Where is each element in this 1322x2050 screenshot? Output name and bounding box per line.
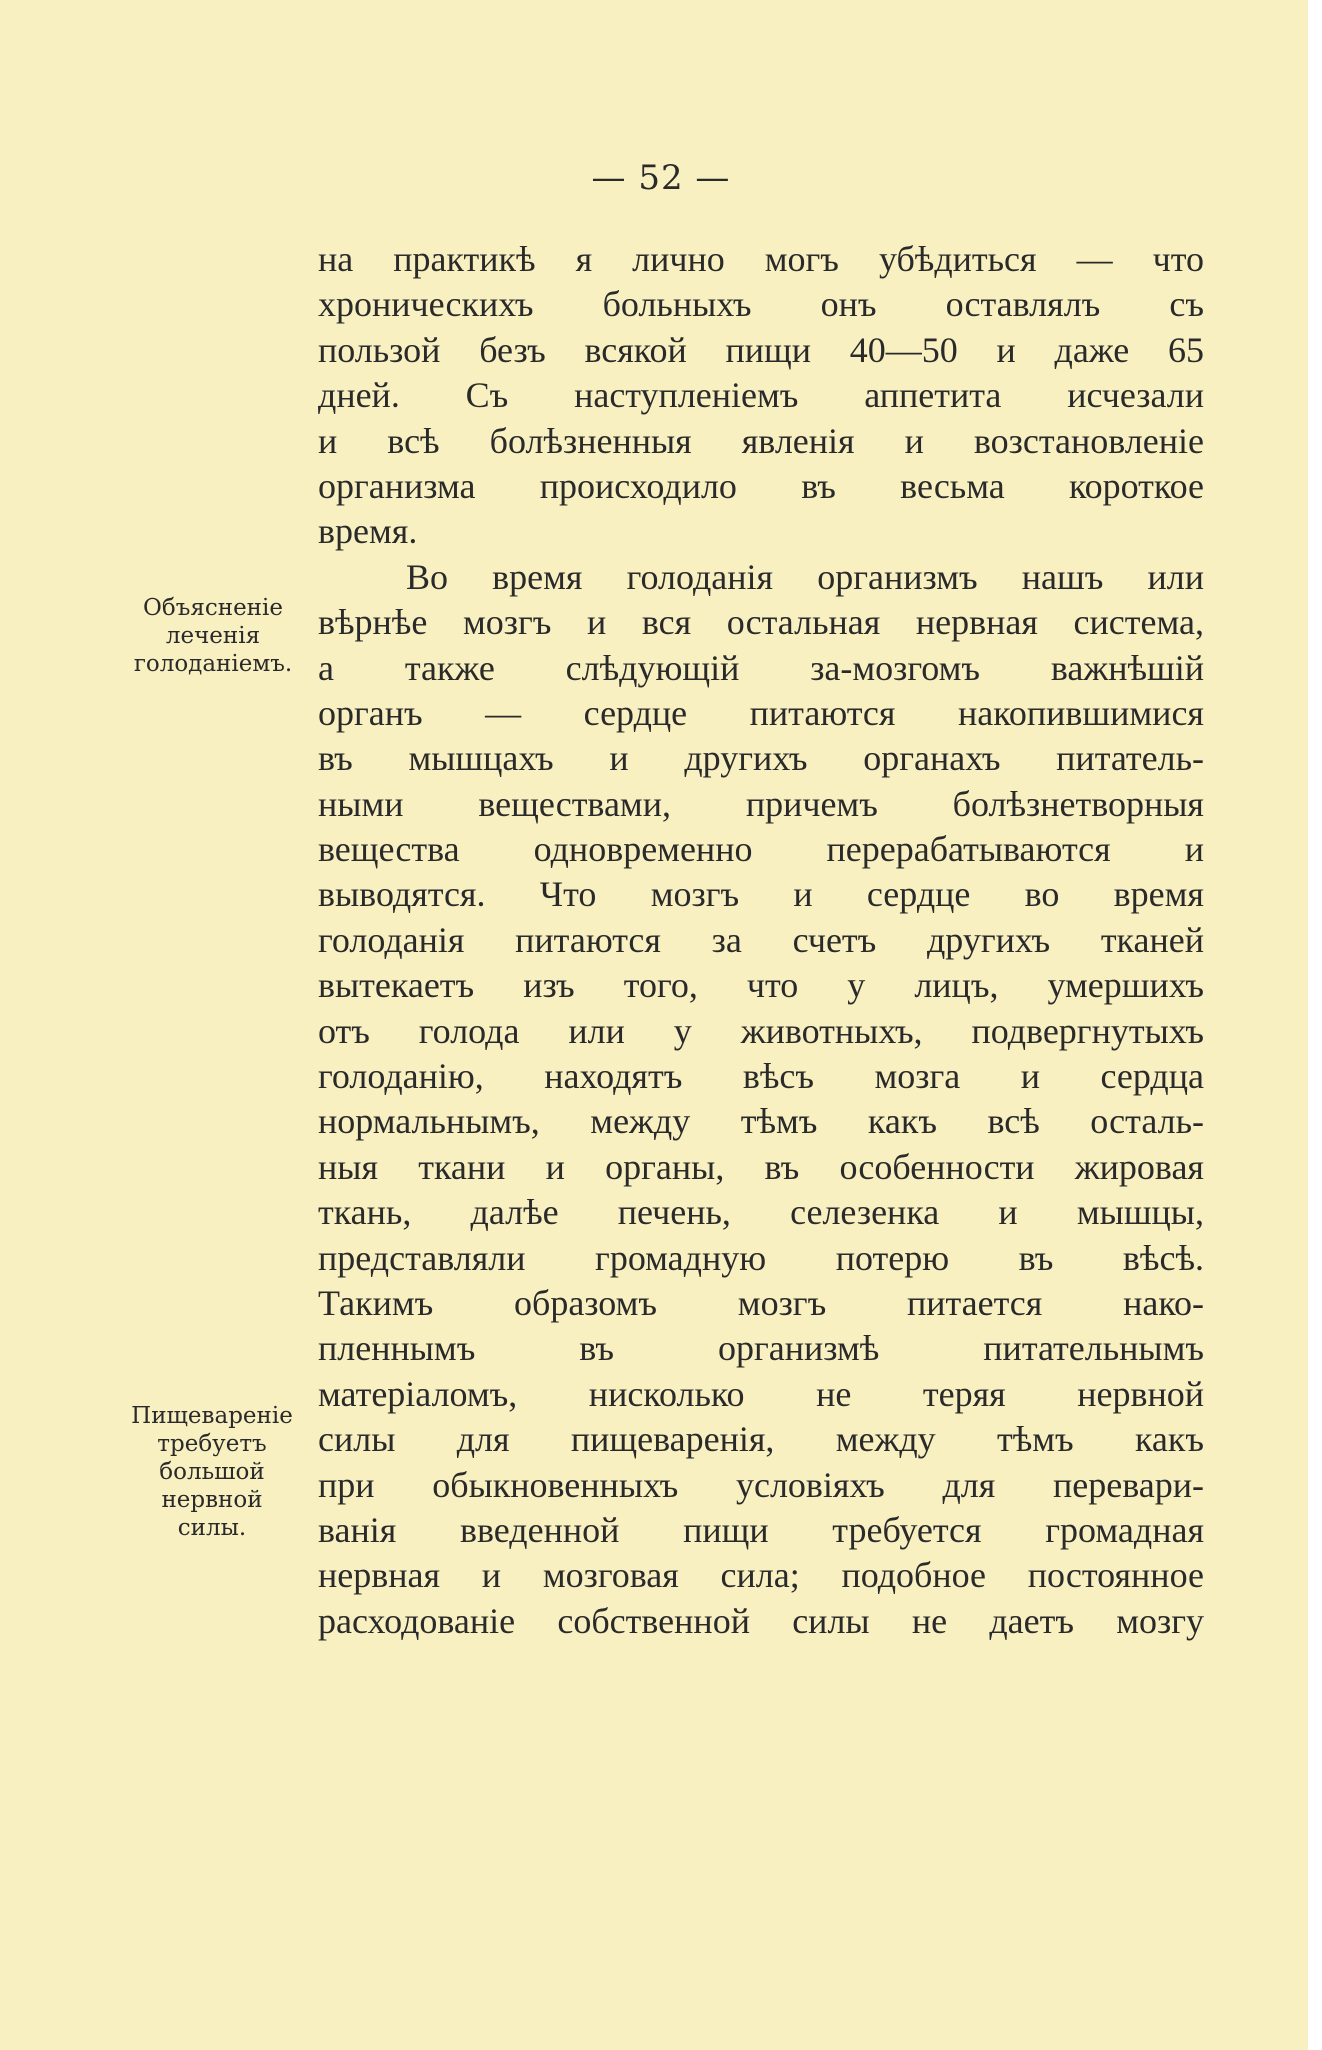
text-line: выводятся. Что мозгъ и сердце во время bbox=[318, 874, 1204, 915]
text-line: при обыкновенныхъ условіяхъ для перевари- bbox=[318, 1464, 1204, 1505]
text-line: ткань, далѣе печень, селезенка и мышцы, bbox=[318, 1192, 1204, 1233]
margin-note-line: требуетъ bbox=[157, 1431, 267, 1457]
text-line: время. bbox=[318, 511, 418, 552]
margin-note-line: леченія bbox=[165, 623, 261, 649]
text-line: ванія введенной пищи требуется громадная bbox=[318, 1509, 1204, 1550]
margin-note-fasting-explanation bbox=[118, 594, 308, 678]
text-line: нормальнымъ, между тѣмъ какъ всѣ осталь- bbox=[318, 1101, 1204, 1142]
text-line: голоданію, находятъ вѣсъ мозга и сердца bbox=[318, 1056, 1204, 1097]
text-line: голоданія питаются за счетъ другихъ тканей bbox=[318, 919, 1204, 960]
text-line: Такимъ образомъ мозгъ питается нако- bbox=[318, 1282, 1204, 1323]
text-line: вѣрнѣе мозгъ и вся остальная нервная система, bbox=[318, 602, 1204, 643]
text-line: органъ — сердце питаются накопившимися bbox=[318, 692, 1204, 733]
text-line: организма происходило въ весьма короткое bbox=[318, 465, 1204, 506]
text-line: силы для пищеваренія, между тѣмъ какъ bbox=[318, 1419, 1204, 1460]
text-line: матеріаломъ, нисколько не теряя нервной bbox=[318, 1373, 1204, 1414]
margin-note-line: Объясненіе bbox=[143, 595, 283, 621]
text-line: нервная и мозговая сила; подобное постоянное bbox=[318, 1555, 1204, 1596]
text-line: и всѣ болѣзненныя явленія и возстановленіе bbox=[318, 420, 1204, 461]
text-line: Во время голоданія организмъ нашъ или bbox=[406, 556, 1204, 597]
text-line: а также слѣдующій за-мозгомъ важнѣшій bbox=[318, 647, 1204, 688]
text-line: вытекаетъ изъ того, что у лицъ, умершихъ bbox=[318, 965, 1204, 1006]
text-line: ными веществами, причемъ болѣзнетворныя bbox=[318, 783, 1204, 824]
text-line: представляли громадную потерю въ вѣсѣ. bbox=[318, 1237, 1204, 1278]
text-line: хроническихъ больныхъ онъ оставлялъ съ bbox=[318, 284, 1204, 325]
text-line: ныя ткани и органы, въ особенности жировая bbox=[318, 1146, 1204, 1187]
margin-note-line: силы. bbox=[177, 1515, 247, 1541]
text-line: пользой безъ всякой пищи 40—50 и даже 65 bbox=[318, 329, 1204, 370]
margin-note-digestion-requires bbox=[112, 1402, 312, 1542]
text-line: пленнымъ въ организмѣ питательнымъ bbox=[318, 1328, 1204, 1369]
margin-note-line: голоданіемъ. bbox=[133, 651, 293, 677]
margin-note-line: Пищевареніе bbox=[131, 1403, 293, 1429]
scan-edge bbox=[1308, 0, 1322, 2050]
text-line: вещества одновременно перерабатываются и bbox=[318, 829, 1204, 870]
margin-note-line: нервной bbox=[161, 1487, 263, 1513]
body-text bbox=[318, 237, 1204, 1644]
text-line: на практикѣ я лично могъ убѣдиться — что bbox=[318, 239, 1204, 279]
text-line: отъ голода или у животныхъ, подвергнутыхъ bbox=[318, 1010, 1204, 1051]
margin-note-line: большой bbox=[159, 1459, 265, 1485]
text-line: въ мышцахъ и другихъ органахъ питатель- bbox=[318, 738, 1204, 779]
text-line: дней. Съ наступленіемъ аппетита исчезали bbox=[318, 375, 1204, 416]
text-line: расходованіе собственной силы не даетъ мозгу bbox=[318, 1600, 1204, 1641]
page-number: — 52 — bbox=[591, 158, 731, 198]
